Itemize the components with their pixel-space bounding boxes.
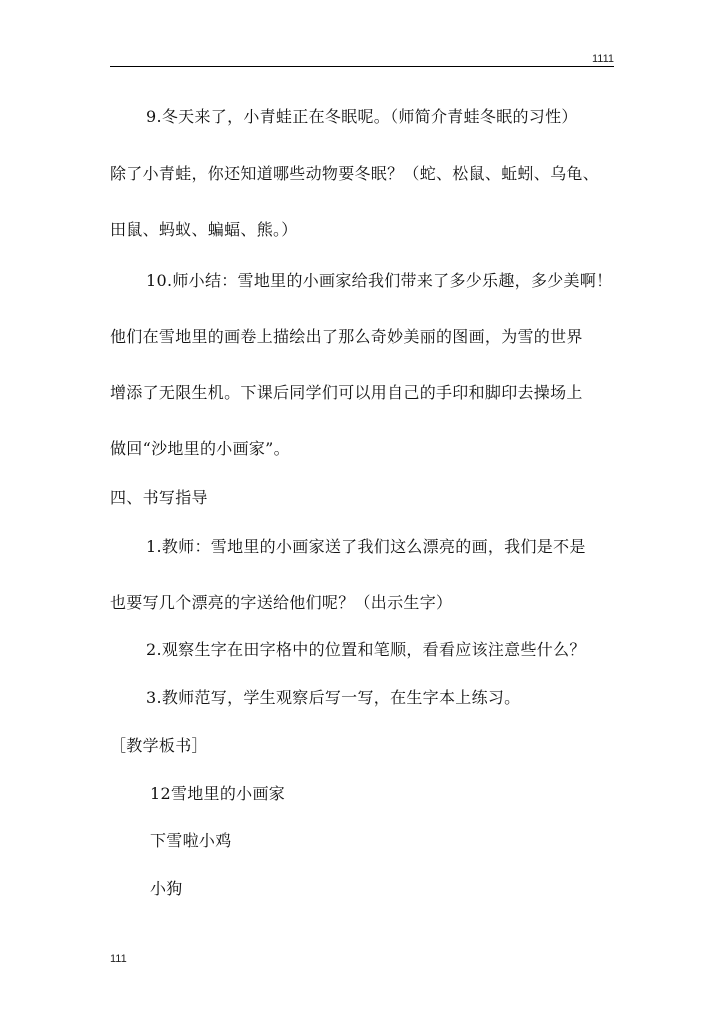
header-rule bbox=[110, 66, 614, 67]
board-line-3: 小狗 bbox=[150, 879, 183, 898]
header-page-number: 1111 bbox=[591, 53, 614, 65]
paragraph-line-1: 9.冬天来了，小青蛙正在冬眠呢。（师简介青蛙冬眠的习性） bbox=[146, 107, 578, 126]
paragraph-line-4: 10.师小结：雪地里的小画家给我们带来了多少乐趣，多少美啊！ bbox=[146, 271, 613, 290]
paragraph-line-11: 2.观察生字在田字格中的位置和笔顺，看看应该注意些什么？ bbox=[146, 640, 586, 659]
paragraph-line-9: 1.教师：雪地里的小画家送了我们这么漂亮的画，我们是不是 bbox=[146, 537, 586, 556]
paragraph-line-3: 田鼠、蚂蚁、蝙蝠、熊。） bbox=[110, 220, 298, 239]
section-heading-board: ［教学板书］ bbox=[110, 736, 208, 755]
paragraph-line-10: 也要写几个漂亮的字送给他们呢？（出示生字） bbox=[110, 593, 453, 612]
board-line-2: 下雪啦小鸡 bbox=[150, 831, 232, 850]
paragraph-line-5: 他们在雪地里的画卷上描绘出了那么奇妙美丽的图画，为雪的世界 bbox=[110, 327, 583, 346]
section-heading-writing: 四、书写指导 bbox=[110, 488, 208, 507]
paragraph-line-6: 增添了无限生机。下课后同学们可以用自己的手印和脚印去操场上 bbox=[110, 383, 583, 402]
paragraph-line-7: 做回“沙地里的小画家”。 bbox=[110, 439, 290, 458]
footer-page-number: 111 bbox=[110, 953, 127, 965]
board-line-title: 12雪地里的小画家 bbox=[150, 784, 286, 803]
paragraph-line-12: 3.教师范写，学生观察后写一写，在生字本上练习。 bbox=[146, 688, 521, 707]
paragraph-line-2: 除了小青蛙，你还知道哪些动物要冬眠？（蛇、松鼠、蚯蚓、乌龟、 bbox=[110, 164, 600, 183]
